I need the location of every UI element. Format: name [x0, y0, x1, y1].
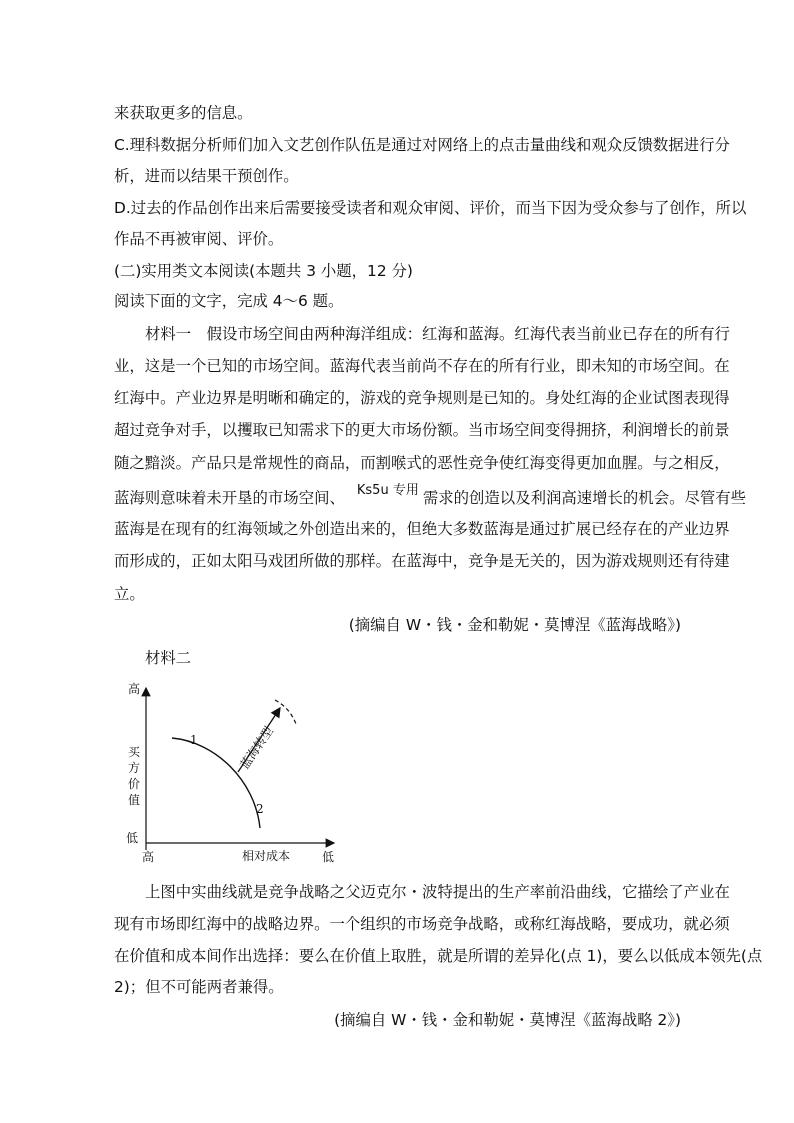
text-line: 来获取更多的信息。 [114, 104, 253, 122]
y-axis-label-2: 方 [128, 761, 141, 775]
option-d-line-2: 作品不再被审阅、评价。 [114, 230, 284, 248]
y-axis-label-3: 价 [128, 777, 141, 791]
y-axis-label-1: 买 [128, 745, 141, 759]
source-citation: (摘编自 W・钱・金和勒妮・莫博涅《蓝海战略》) [348, 616, 681, 634]
paragraph-line [114, 483, 747, 510]
point-2-label: 2 [256, 802, 264, 816]
y-axis-label-4: 值 [128, 793, 141, 807]
paragraph-line: 而形成的，正如太阳马戏团所做的那样。在蓝海中，竞争是无关的，因为游戏规则还有待建 [114, 552, 730, 570]
x-axis-high: 高 [142, 850, 155, 864]
line-part: 蓝海则意味着未开垦的市场空间、 [114, 489, 345, 507]
y-axis-high: 高 [128, 682, 141, 696]
paragraph-line: 在价值和成本间作出选择：要么在价值上取胜，就是所谓的差异化(点 1)，要么以低成本领先(点 [114, 947, 763, 965]
y-axis-low: 低 [126, 831, 139, 845]
option-d-line: D.过去的作品创作出来后需要接受读者和观众审阅、评价，而当下因为受众参与了创作，所以 [114, 199, 747, 217]
arrow-label: 蓝海转型 [237, 723, 276, 772]
point-1-label: 1 [190, 733, 198, 747]
paragraph-line: 超过竞争对手，以攫取已知需求下的更大市场份额。当市场空间变得拥挤，利润增长的前景 [114, 421, 730, 439]
material-two-label: 材料二 [145, 649, 192, 667]
section-heading: (二)实用类文本阅读(本题共 3 小题，12 分) [114, 262, 413, 280]
line-part: 需求的创造以及利润高速增长的机会。尽管有些 [422, 489, 747, 507]
source-citation: (摘编自 W・钱・金和勒妮・莫博涅《蓝海战略 2》) [334, 1011, 681, 1029]
x-axis-label: 相对成本 [242, 849, 291, 863]
paragraph-line: 上图中实曲线就是竞争战略之父迈克尔・波特提出的生产率前沿曲线，它描绘了产业在 [145, 883, 730, 901]
paragraph-line: 现有市场即红海中的战略边界。一个组织的市场竞争战略，或称红海战略，要成功，就必须 [114, 915, 730, 933]
x-axis-low: 低 [322, 850, 335, 864]
watermark-text: Ks5u 专用 [356, 483, 419, 498]
paragraph-line: 材料一 假设市场空间由两种海洋组成：红海和蓝海。红海代表当前业已存在的所有行 [145, 325, 730, 343]
strategy-curve-figure [120, 680, 360, 865]
paragraph-line: 业，这是一个已知的市场空间。蓝海代表当前尚不存在的所有行业，即未知的市场空间。在 [114, 357, 730, 375]
paragraph-line: 红海中。产业边界是明晰和确定的，游戏的竞争规则是已知的。身处红海的企业试图表现得 [114, 389, 730, 407]
option-c-line: C.理科数据分析师们加入文艺创作队伍是通过对网络上的点击量曲线和观众反馈数据进行分 [114, 136, 730, 154]
paragraph-line: 立。 [114, 585, 145, 603]
instruction: 阅读下面的文字，完成 4～6 题。 [114, 292, 344, 310]
paragraph-line: 2)；但不可能两者兼得。 [114, 978, 284, 996]
paragraph-line: 随之黯淡。产品只是常规性的商品，而割喉式的恶性竞争使红海变得更加血腥。与之相反， [114, 454, 730, 472]
paragraph-line: 蓝海是在现有的红海领域之外创造出来的，但绝大多数蓝海是通过扩展已经存在的产业边界 [114, 520, 730, 538]
option-c-line-2: 析，进而以结果干预创作。 [114, 167, 299, 185]
